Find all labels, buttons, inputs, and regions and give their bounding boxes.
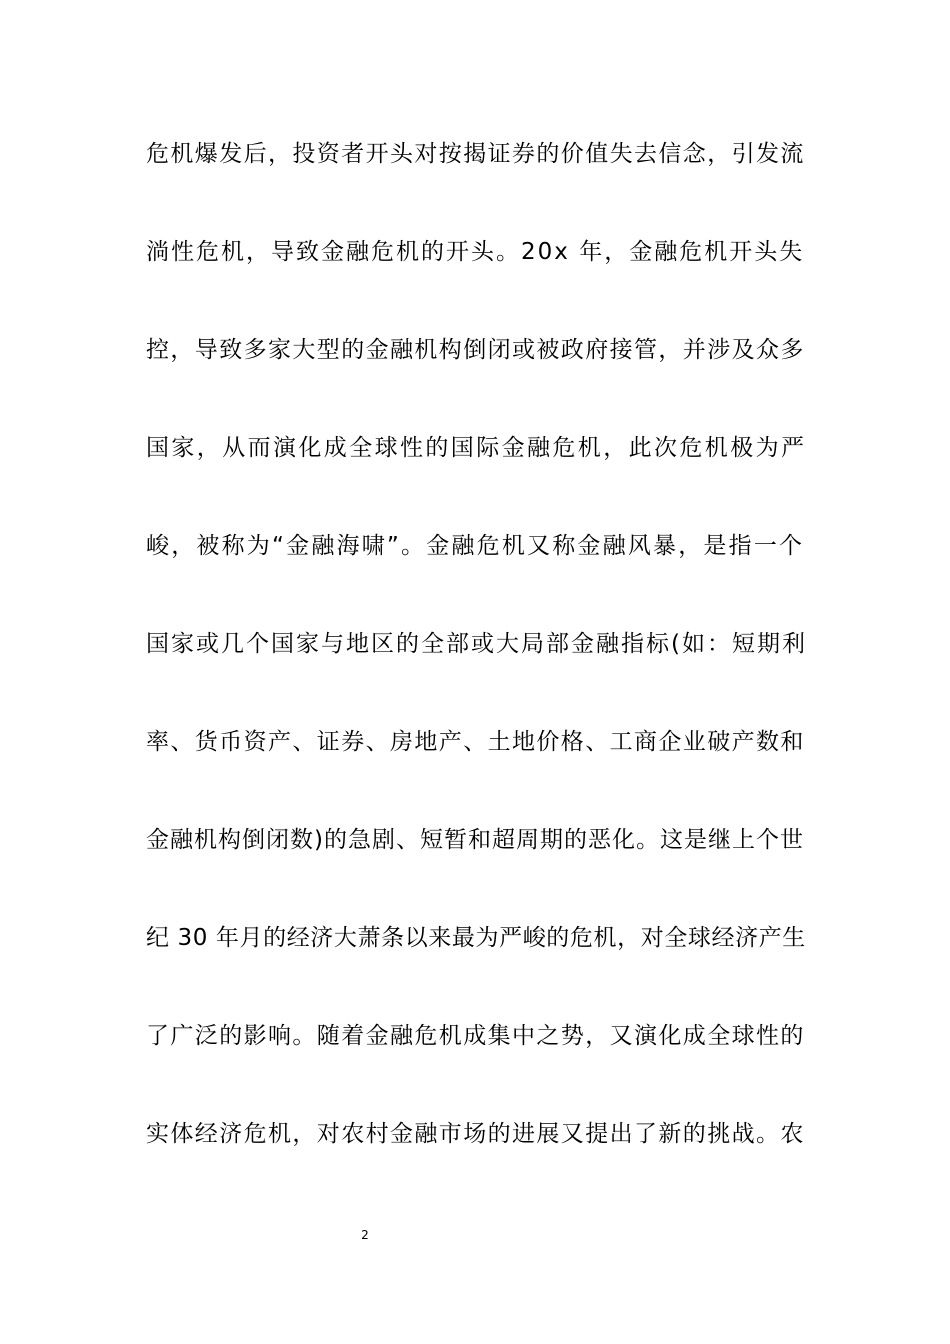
text-line: 国家或几个国家与地区的全部或大局部金融指标(如：短期利 [146,631,807,657]
text-line: 危机爆发后，投资者开头对按揭证券的价值失去信念，引发流 [146,141,805,167]
text-line: 率、货币资产、证券、房地产、土地价格、工商企业破产数和 [146,729,805,755]
text-line: 纪 30 年月的经济大萧条以来最为严峻的危机，对全球经济产生 [146,925,806,951]
text-line: 实体经济危机，对农村金融市场的进展又提出了新的挑战。农 [146,1121,805,1147]
text-line: 国家，从而演化成全球性的国际金融危机，此次危机极为严 [146,435,807,461]
text-line: 了广泛的影响。随着金融危机成集中之势，又演化成全球性的 [146,1023,805,1049]
text-line: 控，导致多家大型的金融机构倒闭或被政府接管，并涉及众多 [146,337,805,363]
body-paragraph [146,128,806,1206]
text-line: 淌性危机，导致金融危机的开头。20x 年，金融危机开头失 [146,239,805,265]
text-line: 金融机构倒闭数)的急剧、短暂和超周期的恶化。这是继上个世 [146,827,804,853]
page-number: 2 [361,1228,369,1242]
text-line: 峻，被称为“金融海啸”。金融危机又称金融风暴，是指一个 [146,533,805,559]
